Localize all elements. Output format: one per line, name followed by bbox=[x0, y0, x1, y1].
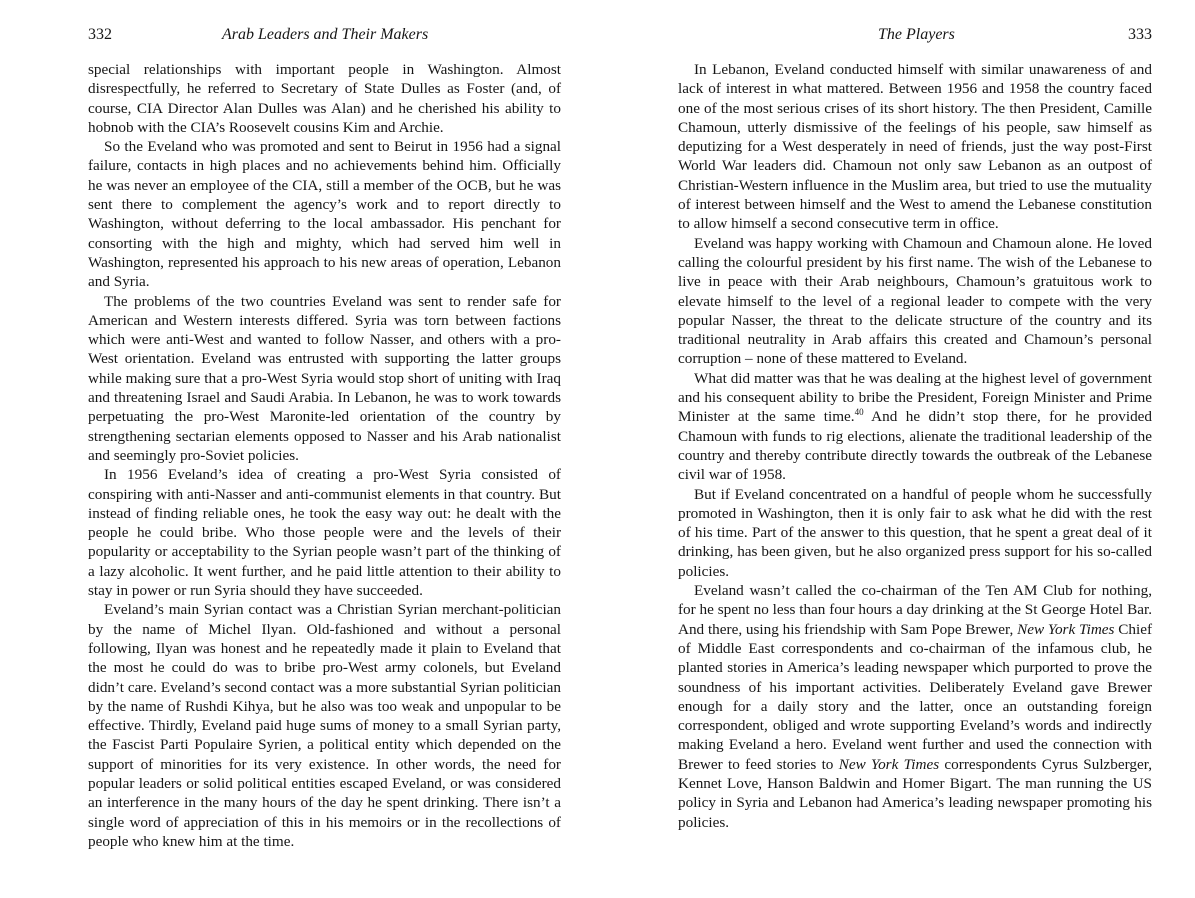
text-run: correspondents Cyrus Sulzberger, Kennet Love, Hanson Baldwin and Homer Bigart. The man running the US policy in Syria and Lebanon had America’s leading newspaper promoting his policies. bbox=[678, 755, 1152, 831]
paragraph: Eveland’s main Syrian contact was a Christian Syrian merchant-politician by the name of Michel Ilyan. Old-fashioned and without a personal following, Ilyan was honest and he repeatedly made it plain to Eveland that the most he could do was to bribe pro-West army colonels, but Eveland didn’t care. Eveland’s second contact was a more substantial Syrian politician by the name of Rushdi Kihya, but he also was too weak and unpopular to be effective. Thirdly, Eveland paid huge sums of money to a small Syrian party, the Fascist Parti Populaire Syrien, a political entity which depended on the support of minorities for its very existence. In other words, the need for popular leaders or solid political entities escaped Eveland, or was considered an interference in the many hours of the day he spent drinking. There isn’t a single word of appreciation of this in his memoirs or in the recollections of people who knew him at the time. bbox=[88, 601, 561, 850]
paragraph bbox=[678, 369, 1152, 485]
running-head: The Players bbox=[878, 26, 955, 43]
running-head: Arab Leaders and Their Makers bbox=[222, 26, 429, 43]
paragraph: So the Eveland who was promoted and sent to Beirut in 1956 had a signal failure, contacts in high places and no achievements behind him. Officially he was never an employee of the CIA, still a member of the OCB, but he was sent there to complement the agency’s work and to report directly to Washington, without deferring to the local ambassador. His penchant for consorting with the high and mighty, which had served him well in Washington, represented his approach to his new areas of operation, Lebanon and Syria. bbox=[88, 138, 561, 291]
newspaper-title: New York Times bbox=[1017, 620, 1115, 638]
newspaper-title: New York Times bbox=[838, 755, 940, 773]
text-run: Chief of Middle East correspondents and co-chairman of the infamous club, he planted stories in America’s leading newspaper which purported to prove the soundness of his important activities. Deliberately Eveland gave Brewer enough for a daily story and the latter, once an outstanding foreign correspondent, obliged and wrote supporting Eveland’s words and indirectly making Eveland a hero. Eveland went further and used the connection with Brewer to feed stories to bbox=[678, 620, 1153, 773]
text-run: And he didn’t stop there, for he provided Chamoun with funds to rig elections, alienate the traditional leadership of the country and thereby contribute directly towards the outbreak of the Lebanese civil war of 1958. bbox=[678, 408, 1153, 484]
right-page bbox=[600, 0, 1175, 898]
text-run: What did matter was that he was dealing at the highest level of government and his consequent ability to bribe the President, Foreign Minister and Prime Minister at the same time. bbox=[678, 369, 1152, 426]
paragraph: But if Eveland concentrated on a handful of people whom he successfully promoted in Washington, then it is only fair to ask what he did with the rest of his time. Part of the answer to this question, that he spent a great deal of it drinking, has been given, but he also organized press support for his so-called policies. bbox=[678, 485, 1152, 580]
footnote-reference: 40 bbox=[854, 407, 864, 418]
paragraph: In Lebanon, Eveland conducted himself with similar unawareness of and lack of interest in what mattered. Between 1956 and 1958 the country faced one of the most serious crises of its short history. The then President, Camille Chamoun, utterly dismissive of the feelings of his people, saw himself as deputizing for a West desperately in need of friends, just the way post-First World War leaders did. Chamoun not only saw Lebanon as an outpost of Christian-Western influence in the Muslim area, but tried to use the mutuality of interest between himself and the West to amend the Lebanese constitution to allow himself a second consecutive term in office. bbox=[678, 61, 1152, 233]
text-run: Eveland wasn’t called the co-chairman of the Ten AM Club for nothing, for he spent no less than four hours a day drinking at the St George Hotel Bar. And there, using his friendship with Sam Pope Brewer, bbox=[678, 582, 1152, 638]
page-number: 333 bbox=[1128, 26, 1152, 43]
body-text bbox=[88, 60, 561, 851]
paragraph: In 1956 Eveland’s idea of creating a pro-West Syria consisted of conspiring with anti-Nasser and anti-communist elements in that country. But instead of finding reliable ones, he took the easy way out: he dealt with the people he could bribe. Who those people were and the levels of their popularity or acceptability to the Syrian people wasn’t part of the thinking of a lazy alcoholic. It went further, and he paid little attention to their ability to stay in power or run Syria should they have succeeded. bbox=[88, 466, 561, 600]
paragraph: Eveland was happy working with Chamoun and Chamoun alone. He loved calling the colourful president by his first name. The wish of the Lebanese to live in peace with their Arab neighbours, Chamoun’s gratuitous work to elevate himself to the level of a regional leader to compete with the very popular Nasser, the threat to the delicate structure of the country and its traditional neutrality in Arab affairs this created and Chamoun’s personal corruption – none of these mattered to Eveland. bbox=[678, 234, 1152, 368]
page-number: 332 bbox=[88, 26, 112, 43]
paragraph: The problems of the two countries Eveland was sent to render safe for American and Western interests differed. Syria was torn between factions which were anti-West and wanted to follow Nasser, and others with a pro-West orientation. Eveland was entrusted with supporting the latter groups while making sure that a pro-West Syria would stop short of uniting with Iraq and threatening Israel and Saudi Arabia. In Lebanon, he was to work towards perpetuating the pro-West Maronite-led orientation of the country by strengthening sectarian elements opposed to Nasser and his Arab nationalist and seemingly pro-Soviet policies. bbox=[88, 292, 561, 464]
left-page bbox=[0, 0, 575, 898]
body-text bbox=[678, 60, 1152, 832]
paragraph bbox=[678, 581, 1152, 832]
paragraph: special relationships with important people in Washington. Almost disrespectfully, he referred to Secretary of State Dulles as Foster (and, of course, CIA Director Alan Dulles was Alan) and he cherished his ability to hobnob with the CIA’s Roosevelt cousins Kim and Archie. bbox=[88, 61, 561, 136]
